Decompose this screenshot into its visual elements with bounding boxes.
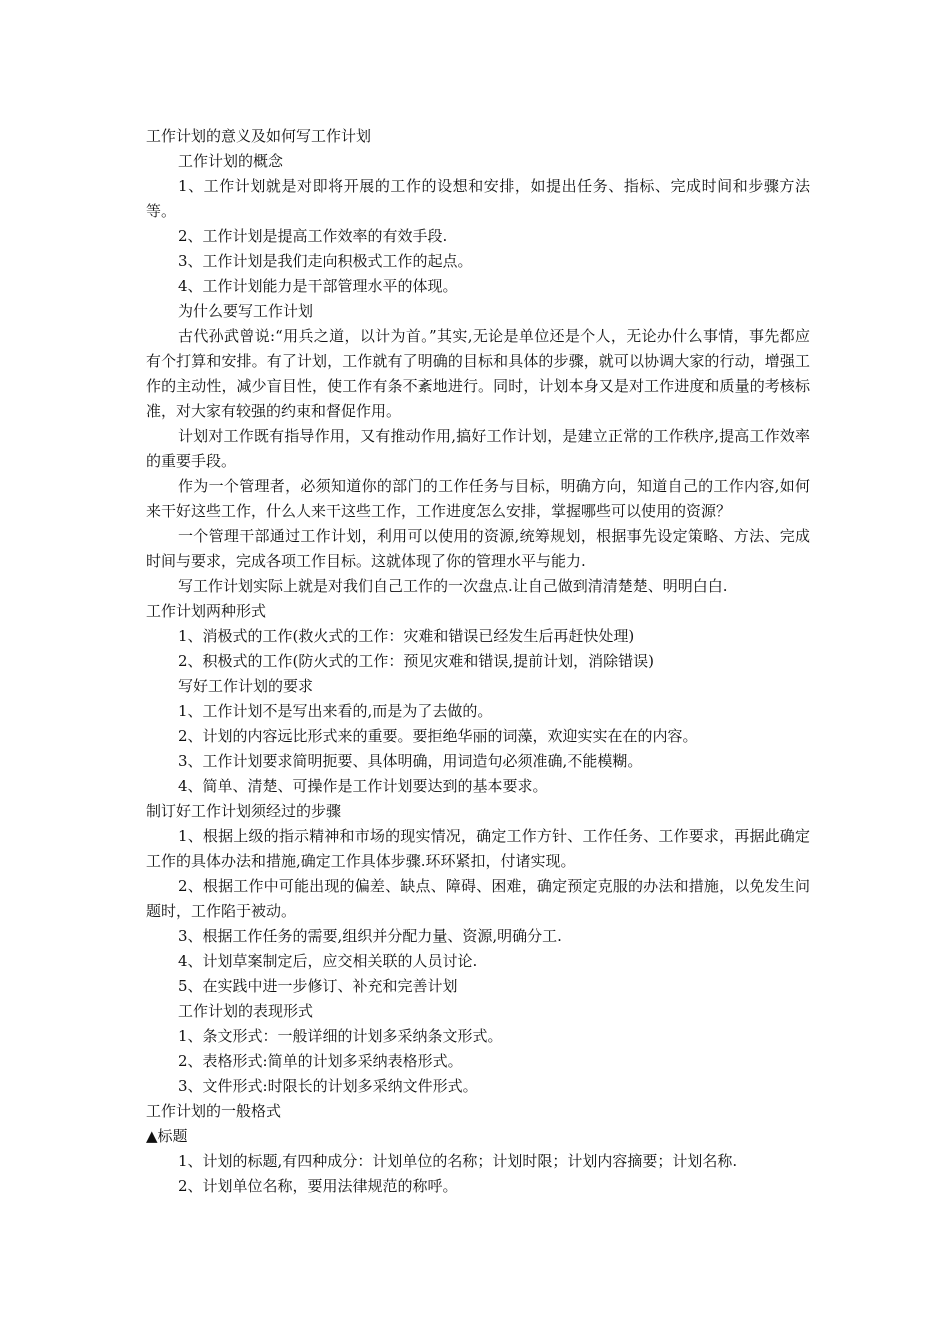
paragraph: 3、工作计划要求简明扼要、具体明确，用词造句必须准确,不能模糊。	[178, 752, 643, 770]
paragraph: 写工作计划实际上就是对我们自己工作的一次盘点.让自己做到清清楚楚、明明白白.	[178, 577, 728, 595]
section-heading: 制订好工作计划须经过的步骤	[146, 802, 342, 820]
section-heading: ▲标题	[146, 1127, 188, 1145]
paragraph: 2、表格形式:简单的计划多采纳表格形式。	[178, 1052, 463, 1070]
paragraph: 1、计划的标题,有四种成分：计划单位的名称；计划时限；计划内容摘要；计划名称.	[178, 1152, 738, 1170]
paragraph: 3、根据工作任务的需要,组织并分配力量、资源,明确分工.	[178, 927, 562, 945]
paragraph: 3、文件形式:时限长的计划多采纳文件形式。	[178, 1077, 478, 1095]
section-heading: 工作计划两种形式	[146, 602, 267, 620]
paragraph: 3、工作计划是我们走向积极式工作的起点。	[178, 252, 473, 270]
section-heading: 工作计划的意义及如何写工作计划	[146, 127, 372, 145]
paragraph: 2、工作计划是提高工作效率的有效手段.	[178, 227, 448, 245]
paragraph: 计划对工作既有指导作用，又有推动作用,搞好工作计划，是建立正常的工作秩序,提高工作效率的重要手段。	[146, 427, 810, 470]
paragraph: 1、消极式的工作(救火式的工作：灾难和错误已经发生后再赶快处理)	[178, 627, 635, 645]
paragraph: 1、工作计划不是写出来看的,而是为了去做的。	[178, 702, 493, 720]
paragraph: 1、条文形式：一般详细的计划多采纳条文形式。	[178, 1027, 503, 1045]
paragraph: 4、工作计划能力是干部管理水平的体现。	[178, 277, 458, 295]
paragraph: 2、积极式的工作(防火式的工作：预见灾难和错误,提前计划，消除错误)	[178, 652, 655, 670]
document-body	[146, 124, 810, 1199]
paragraph: 古代孙武曾说:“用兵之道，以计为首。”其实,无论是单位还是个人，无论办什么事情，事先都应有个打算和安排。有了计划，工作就有了明确的目标和具体的步骤，就可以协调大家的行动，增强工作的主动性，减少盲目性，使工作有条不紊地进行。同时，计划本身又是对工作进度和质量的考核标准，对大家有较强的约束和督促作用。	[146, 327, 810, 420]
paragraph: 1、工作计划就是对即将开展的工作的设想和安排，如提出任务、指标、完成时间和步骤方法等。	[146, 177, 810, 220]
paragraph: 工作计划的表现形式	[178, 1002, 314, 1020]
paragraph: 为什么要写工作计划	[178, 302, 314, 320]
paragraph: 一个管理干部通过工作计划，利用可以使用的资源,统筹规划，根据事先设定策略、方法、完成时间与要求，完成各项工作目标。这就体现了你的管理水平与能力.	[146, 527, 810, 570]
section-heading: 工作计划的一般格式	[146, 1102, 282, 1120]
paragraph: 4、简单、清楚、可操作是工作计划要达到的基本要求。	[178, 777, 548, 795]
paragraph: 2、计划单位名称，要用法律规范的称呼。	[178, 1177, 458, 1195]
paragraph: 写好工作计划的要求	[178, 677, 314, 695]
paragraph: 作为一个管理者，必须知道你的部门的工作任务与目标，明确方向，知道自己的工作内容,如何来干好这些工作，什么人来干这些工作，工作进度怎么安排，掌握哪些可以使用的资源？	[146, 477, 810, 520]
paragraph: 2、根据工作中可能出现的偏差、缺点、障碍、困难，确定预定克服的办法和措施，以免发生问题时，工作陷于被动。	[146, 877, 810, 920]
paragraph: 5、在实践中进一步修订、补充和完善计划	[178, 977, 458, 995]
paragraph: 2、计划的内容远比形式来的重要。要拒绝华丽的词藻，欢迎实实在在的内容。	[178, 727, 698, 745]
paragraph: 4、计划草案制定后，应交相关联的人员讨论.	[178, 952, 478, 970]
paragraph: 1、根据上级的指示精神和市场的现实情况，确定工作方针、工作任务、工作要求，再据此确定工作的具体办法和措施,确定工作具体步骤.环环紧扣，付诸实现。	[146, 827, 810, 870]
paragraph: 工作计划的概念	[178, 152, 284, 170]
